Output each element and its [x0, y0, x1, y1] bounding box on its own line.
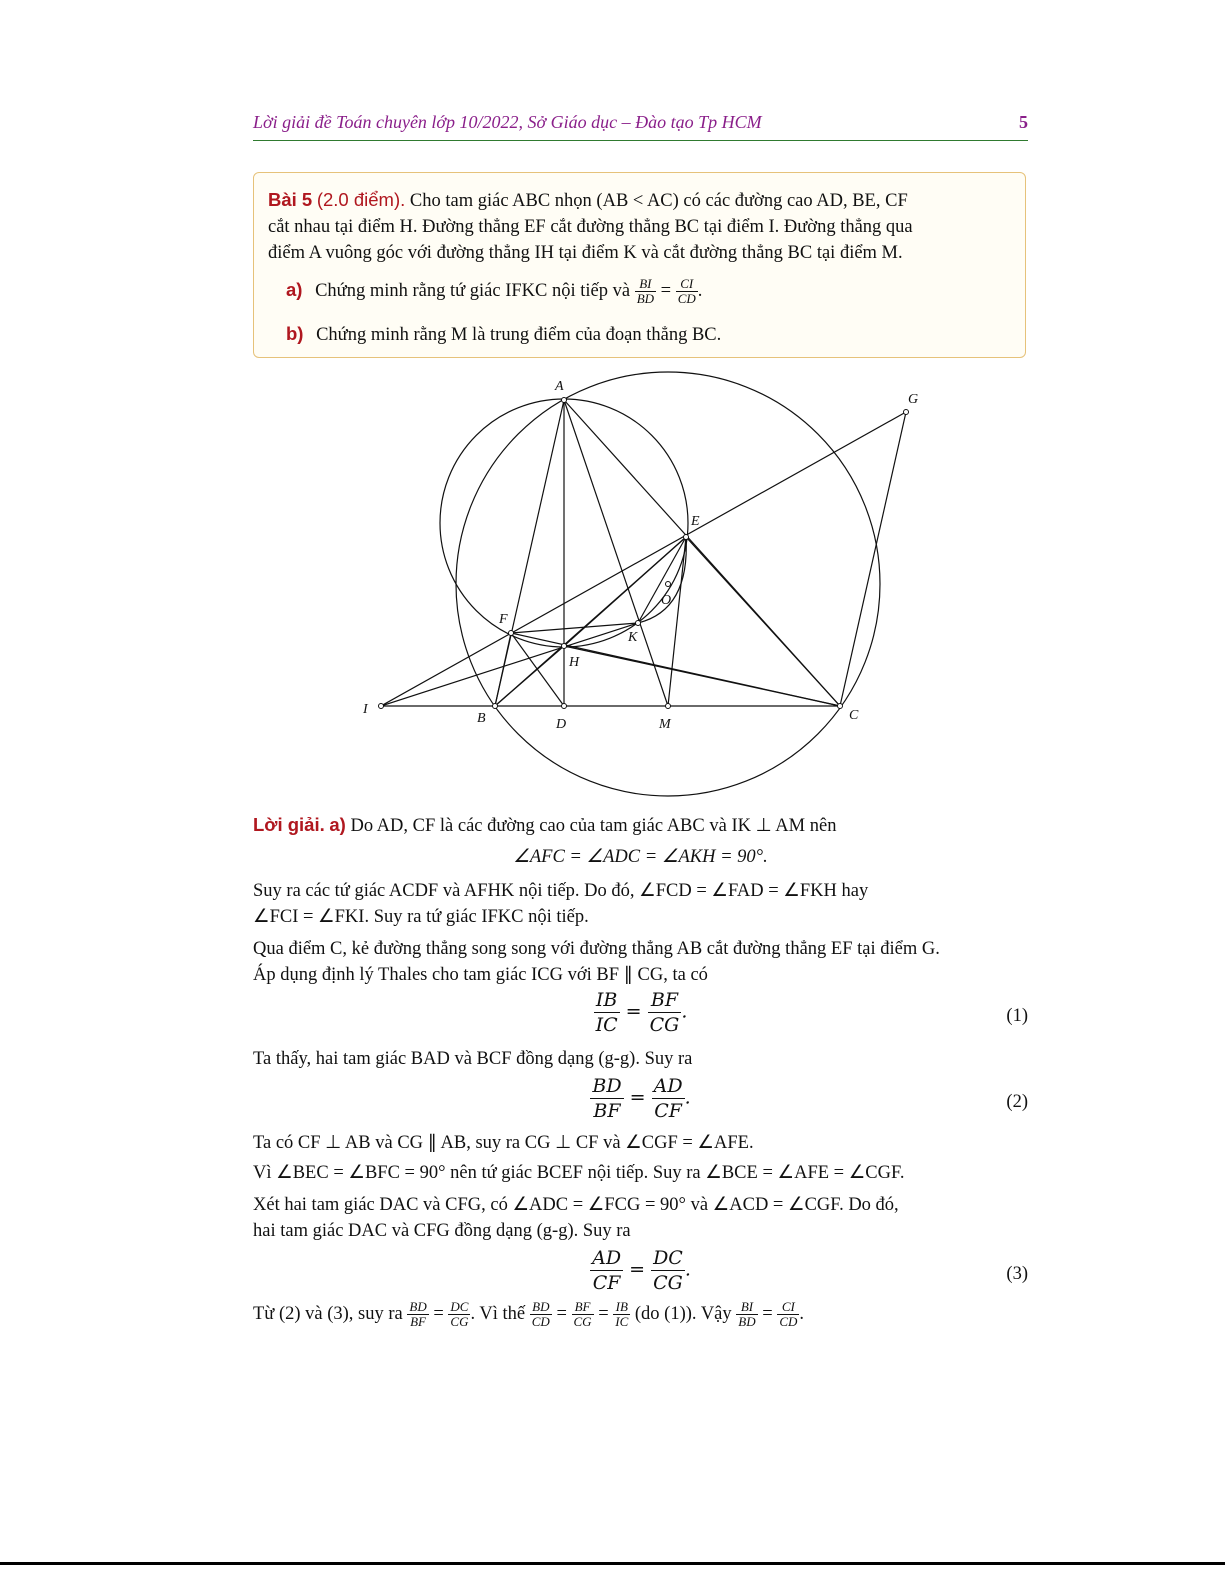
- eq2-den-right: CF: [654, 1100, 682, 1122]
- eq3-num-left: AD: [592, 1247, 622, 1269]
- label-m: M: [659, 717, 671, 732]
- conclusion-text-c: (do (1)). Vậy: [634, 1303, 732, 1324]
- header-title: Lời giải đề Toán chuyên lớp 10/2022, Sở Giáo dục – Đào tạo Tp HCM: [253, 112, 762, 132]
- fraction-bi-bd: $\frac{BI}{BD}$: [636, 276, 655, 306]
- part-a-text: Chứng minh rằng tứ giác IFKC nội tiếp và: [315, 280, 631, 301]
- solution-line-4: Qua điểm C, kẻ đường thẳng song song với đường thẳng AB cắt đường thẳng EF tại điểm G.: [253, 939, 940, 959]
- eq3-number: (3): [1006, 1264, 1028, 1284]
- solution-line-6: Ta thấy, hai tam giác BAD và BCF đồng dạng (g-g). Suy ra: [253, 1049, 693, 1069]
- line-me: [668, 537, 686, 706]
- eq3-num-right: DC: [653, 1247, 683, 1269]
- page-number: 5: [1019, 112, 1028, 132]
- problem-part-a: a) Chứng minh rằng tứ giác IFKC nội tiếp và $\frac{BI}{BD}$ = $\frac{CI}{CD}$ .: [286, 276, 703, 306]
- problem-line-1: Cho tam giác ABC nhọn (AB < AC) có các đường cao AD, BE, CF: [409, 191, 908, 211]
- point-f: [509, 631, 514, 636]
- solution-line-7: Ta có CF ⊥ AB và CG ∥ AB, suy ra CG ⊥ CF và ∠CGF = ∠AFE.: [253, 1133, 754, 1153]
- line-fb: [495, 633, 511, 706]
- conclusion-text-a: Từ (2) và (3), suy ra: [253, 1303, 403, 1324]
- solution-line-3: ∠FCI = ∠FKI. Suy ra tứ giác IFKC nội tiếp.: [253, 907, 589, 927]
- solution-line-5: Áp dụng định lý Thales cho tam giác ICG với BF ∥ CG, ta có: [253, 965, 708, 985]
- label-h: H: [569, 655, 580, 670]
- fraction-ci-cd: $\frac{CI}{CD}$: [677, 276, 696, 306]
- problem-label: Bài 5: [268, 189, 313, 210]
- solution-line-2: Suy ra các tứ giác ACDF và AFHK nội tiếp. Do đó, ∠FCD = ∠FAD = ∠FKH hay: [253, 881, 869, 901]
- label-d: D: [556, 717, 567, 732]
- equation-3: $\frac{AD}{CF}$ = $\frac{DC}{CG}$ . (3): [592, 1247, 1028, 1294]
- eq1-num-left: IB: [594, 988, 620, 1013]
- problem-line-2: cắt nhau tại điểm H. Đường thẳng EF cắt đường thẳng BC tại điểm I. Đường thẳng qua: [268, 217, 913, 237]
- eq2-den-left: BF: [593, 1100, 621, 1122]
- label-i: I: [363, 702, 368, 717]
- label-c: C: [849, 708, 859, 723]
- eq2-num-right: AD: [653, 1075, 683, 1097]
- point-a: [562, 398, 567, 403]
- point-b: [493, 704, 498, 709]
- solution-line-8: Vì ∠BEC = ∠BFC = 90° nên tứ giác BCEF nội tiếp. Suy ra ∠BCE = ∠AFE = ∠CGF.: [253, 1163, 905, 1183]
- page-bottom-border: [0, 1562, 1225, 1565]
- point-m: [666, 704, 671, 709]
- eq2-number: (2): [1006, 1092, 1028, 1112]
- solution-line-1: [253, 812, 1028, 839]
- part-b-label: b): [286, 323, 304, 344]
- eq2-num-left: BD: [592, 1075, 622, 1097]
- point-k: [636, 621, 641, 626]
- point-g: [904, 410, 909, 415]
- solution-conclusion: Từ (2) và (3), suy ra $\frac{BD}{BF}$ = $\frac{DC}{CG}$ . Vì thế $\frac{BD}{CD}$ = $\frac{BF}{CG}$ = $\frac{IB}{IC}$ (do (1)). Vậy $\frac{BI}{BD}$ = $\frac{CI}{CD}$ .: [253, 1299, 804, 1329]
- point-o: [666, 582, 671, 587]
- eq1-number: (1): [1006, 1006, 1028, 1026]
- problem-line-3: điểm A vuông góc với đường thẳng IH tại điểm K và cắt đường thẳng BC tại điểm M.: [268, 243, 903, 263]
- label-k: K: [628, 630, 638, 645]
- line-cg: [840, 412, 906, 706]
- point-e: [684, 535, 689, 540]
- equation-right-angles: ∠AFC = ∠ADC = ∠AKH = 90°.: [513, 847, 768, 867]
- solution-line-10: hai tam giác DAC và CFG đồng dạng (g-g). Suy ra: [253, 1221, 631, 1241]
- point-c: [838, 704, 843, 709]
- eq3-den-left: CF: [592, 1272, 621, 1294]
- eq1-den-right: CG: [649, 1014, 680, 1036]
- label-e: E: [691, 514, 700, 529]
- label-b: B: [477, 711, 486, 726]
- line-hc: [564, 646, 840, 706]
- solution-part-a-label: a): [329, 814, 346, 835]
- part-b-text: Chứng minh rằng M là trung điểm của đoạn thẳng BC.: [316, 325, 722, 345]
- part-a-label: a): [286, 278, 303, 300]
- problem-points: (2.0 điểm).: [316, 189, 406, 210]
- line-am: [564, 400, 668, 706]
- point-i: [379, 704, 384, 709]
- label-a: A: [555, 379, 564, 394]
- line-ce: [686, 537, 840, 706]
- label-g: G: [908, 392, 919, 407]
- solution-heading: Lời giải.: [253, 814, 325, 835]
- point-h: [562, 644, 567, 649]
- line-hb: [495, 646, 564, 706]
- label-o: O: [661, 593, 672, 608]
- equation-1: $\frac{IB}{IC}$ = $\frac{BF}{CG}$ . (1): [595, 989, 1028, 1036]
- label-f: F: [499, 612, 508, 627]
- line-fk: [511, 623, 638, 633]
- solution-text-1: Do AD, CF là các đường cao của tam giác ABC và IK ⊥ AM nên: [350, 816, 837, 836]
- eq1-num-right: BF: [648, 988, 682, 1013]
- eq1-den-left: IC: [595, 1014, 618, 1036]
- eq3-den-right: CG: [653, 1272, 683, 1294]
- solution-line-9: Xét hai tam giác DAC và CFG, có ∠ADC = ∠FCG = 90° và ∠ACD = ∠CGF. Do đó,: [253, 1195, 899, 1215]
- conclusion-text-b: Vì thế: [479, 1303, 526, 1324]
- point-d: [562, 704, 567, 709]
- equation-2: $\frac{BD}{BF}$ = $\frac{AD}{CF}$ . (2): [592, 1075, 1028, 1122]
